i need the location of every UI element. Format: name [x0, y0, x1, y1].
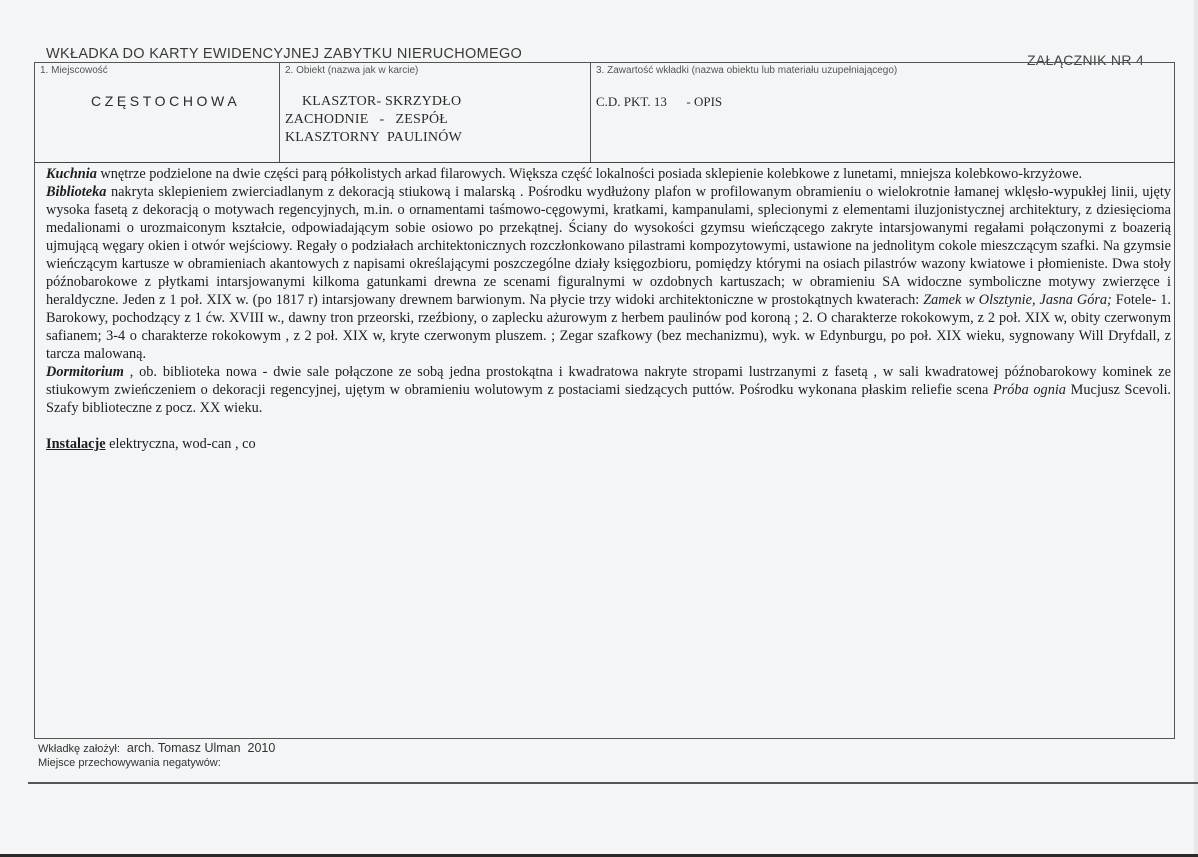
contents-cell [591, 63, 1174, 162]
footer-info [38, 741, 275, 770]
object-line: KLASZTORNY PAULINÓW [285, 130, 462, 145]
instalacje-text: elektryczna, wod-can , co [105, 436, 256, 452]
negatives-label: Miejsce przechowywania negatywów: [38, 757, 221, 769]
object-cell [280, 63, 591, 162]
term-biblioteka: Biblioteka [46, 184, 107, 200]
object-value [285, 93, 580, 147]
section-kuchnia [46, 165, 1171, 183]
spacer [46, 417, 1171, 435]
term-dormitorium: Dormitorium [46, 364, 124, 380]
dormitorium-text-1: , ob. biblioteka nowa - dwie sale połączone ze sobą jedna prostokątna i kwadratowa nakryte stropami lustrzanymi z fasetą , w sali kwadratowej późnobarokowy kominek ze stiukowym zwieńczeniem o dekoracji regencyjnej, ujętym w obramieniu wolutowym z postaciami siedzących puttów. Pośrodku wykonana płaskim reliefie scena [46, 364, 1171, 398]
contents-value: C.D. PKT. 13 - OPIS [596, 94, 723, 109]
locality-value: CZĘSTOCHOWA [91, 93, 241, 109]
term-instalacje: Instalacje [46, 436, 106, 452]
locality-label: 1. Miejscowość [40, 65, 108, 76]
biblioteka-views: Zamek w Olsztynie, Jasna Góra; [923, 292, 1112, 308]
page-edge-right [1194, 0, 1198, 857]
author-label: Wkładkę założył: [38, 743, 120, 755]
object-line: ZACHODNIE - ZESPÓŁ [285, 112, 449, 127]
description-box [34, 162, 1175, 739]
object-line: KLASZTOR- SKRZYDŁO [302, 94, 462, 109]
term-kuchnia: Kuchnia [46, 166, 97, 182]
dormitorium-scene: Próba ognia [992, 382, 1066, 398]
kuchnia-text: wnętrze podzielone na dwie części parą półkolistych arkad filarowych. Większa część lokalności posiada sklepienie kolebkowe z lunetami, mniejsza kolebkowo-krzyżowe. [96, 166, 1083, 182]
description-text [46, 165, 1171, 453]
annex-label: ZAŁĄCZNIK NR 4 [1027, 52, 1144, 68]
author-row [38, 741, 275, 756]
biblioteka-text-2: Fotele- 1. Barokowy, pochodzący z 1 ćw. XVIII w., dawny tron przeorski, rzeźbiony, o zaplecku ażurowym z herbem paulinów pod koroną ; 2. O charakterze rokokowym, z 2 poł. XIX w, obity czerwonym safianem; 3-4 o charakterze rokokowym , z 2 poł. XIX w, kryte czerwonym pluszem. ; Zegar szafkowy (bez mechanizmu), wyk. w Edynburgu, po poł. XIX wieku, sygnowany Will Dryfdall, z tarcza malowaną. [46, 292, 1171, 362]
biblioteka-text-1: nakryta sklepieniem zwierciadlanym z dekoracją stiukową i malarską . Pośrodku wydłużony plafon w profilowanym obramieniu o wielokrotnie łamanej wklęsło-wypukłej linii, ujęty wysoka fasetą z dekoracją o motywach regencyjnych, m.in. o ornamentami taśmowo-cęgowymi, kratkami, kampanulami, splecionymi z elementami iluzjonistycznej architektury, z dziesięcioma medalionami o urozmaiconym kształcie, odpowiadającym sobie osiowo po przekątnej. Ściany do wysokości gzymsu wieńczącego zakryte intarsjowanymi regałami połączonymi z boazerią ujmującą węgary okien i otwór wejściowy. Regały o podziałach architektonicznych rozczłonkowano pilastrami kompozytowymi, ustawione na jednolitym cokole mieszczącym szafki. Na gzymsie wieńczącym kartusze w obramieniach akantowych z napisami określającymi poszczególne działy księgozbioru, pomiędzy którymi na osiach pilastrów wazony kwiatowe i płomieniste. Dwa stoły późnobarokowe z płytkami intarsjowanymi kilkoma gatunkami drewna ze scenami figuralnymi w ozdobnych kartuszach; w obramieniu SA widoczne symboliczne motywy zwierzęce i heraldyczne. Jeden z 1 poł. XIX w. (po 1817 r) intarsjowany drewnem barwionym. Na płycie trzy widoki architektoniczne w prostokątnych kwaterach: [46, 184, 1171, 308]
section-dormitorium [46, 363, 1171, 417]
dormitorium-text-2: Mucjusz Scevoli. Szafy biblioteczne z pocz. XX wieku. [46, 382, 1171, 416]
contents-label: 3. Zawartość wkładki (nazwa obiektu lub materiału uzupełniającego) [596, 65, 898, 76]
header-table [34, 62, 1175, 163]
section-biblioteka [46, 183, 1171, 363]
object-label: 2. Obiekt (nazwa jak w karcie) [285, 65, 419, 76]
locality-cell [35, 63, 280, 162]
section-instalacje [46, 435, 1171, 453]
footer-divider [28, 782, 1198, 784]
negatives-row [38, 756, 275, 770]
author-value: arch. Tomasz Ulman 2010 [119, 741, 276, 755]
form-title: WKŁADKA DO KARTY EWIDENCYJNEJ ZABYTKU NIERUCHOMEGO [46, 46, 523, 62]
